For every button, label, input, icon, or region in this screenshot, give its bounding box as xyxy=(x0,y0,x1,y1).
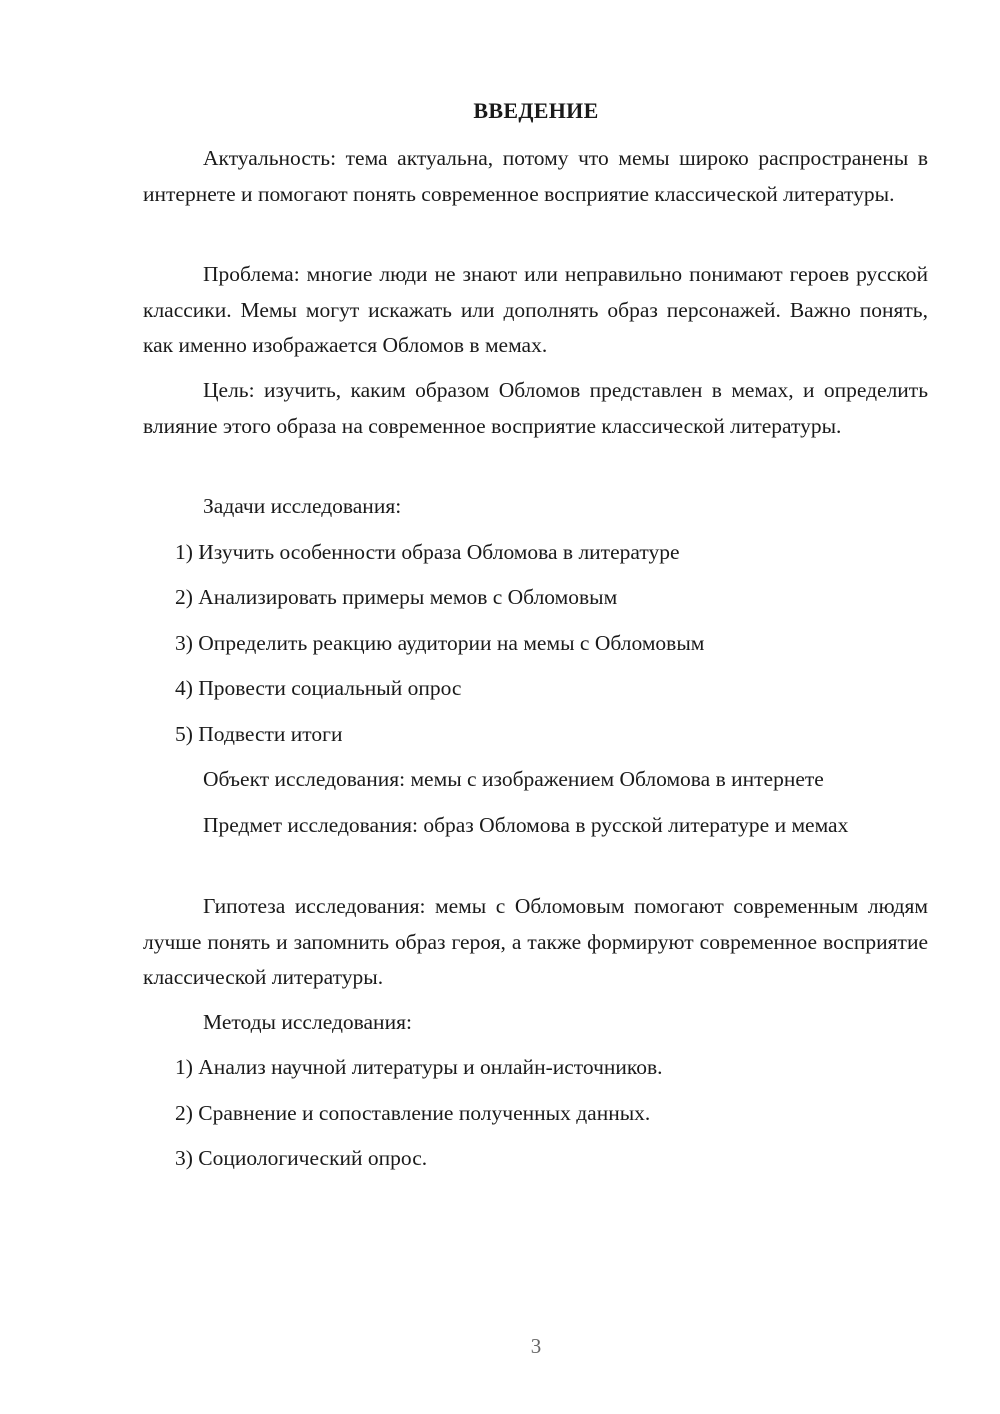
method-item-1: 1) Анализ научной литературы и онлайн-источников. xyxy=(175,1055,663,1079)
goal-paragraph: Цель: изучить, каким образом Обломов представлен в мемах, и определить влияние этого образа на современное восприятие классической литературы. xyxy=(143,378,928,438)
subject-paragraph: Предмет исследования: образ Обломова в русской литературе и мемах xyxy=(203,813,849,837)
task-item-4: 4) Провести социальный опрос xyxy=(175,676,462,700)
hypothesis-paragraph: Гипотеза исследования: мемы с Обломовым помогают современным людям лучше понять и запомнить образ героя, а также формируют современное восприятие классической литературы. xyxy=(143,894,928,989)
methods-label: Методы исследования: xyxy=(203,1010,412,1034)
task-item-5: 5) Подвести итоги xyxy=(175,722,343,746)
method-item-2: 2) Сравнение и сопоставление полученных данных. xyxy=(175,1101,651,1125)
tasks-label: Задачи исследования: xyxy=(203,494,402,518)
problem-paragraph: Проблема: многие люди не знают или неправильно понимают героев русской классики. Мемы могут искажать или дополнять образ персонажей. Важно понять, как именно изображается Обломов в мемах. xyxy=(143,262,928,357)
page-title: ВВЕДЕНИЕ xyxy=(473,98,599,123)
task-item-1: 1) Изучить особенности образа Обломова в литературе xyxy=(175,540,680,564)
object-line: Объект исследования: мемы с изображением Обломова в интернете xyxy=(203,767,824,791)
relevance-paragraph: Актуальность: тема актуальна, потому что мемы широко распространены в интернете и помогают понять современное восприятие классической литературы. xyxy=(143,146,928,206)
method-item-3: 3) Социологический опрос. xyxy=(175,1146,428,1170)
task-item-3: 3) Определить реакцию аудитории на мемы с Обломовым xyxy=(175,631,705,655)
task-item-2: 2) Анализировать примеры мемов с Обломовым xyxy=(175,585,618,609)
page-number: 3 xyxy=(530,1334,542,1358)
